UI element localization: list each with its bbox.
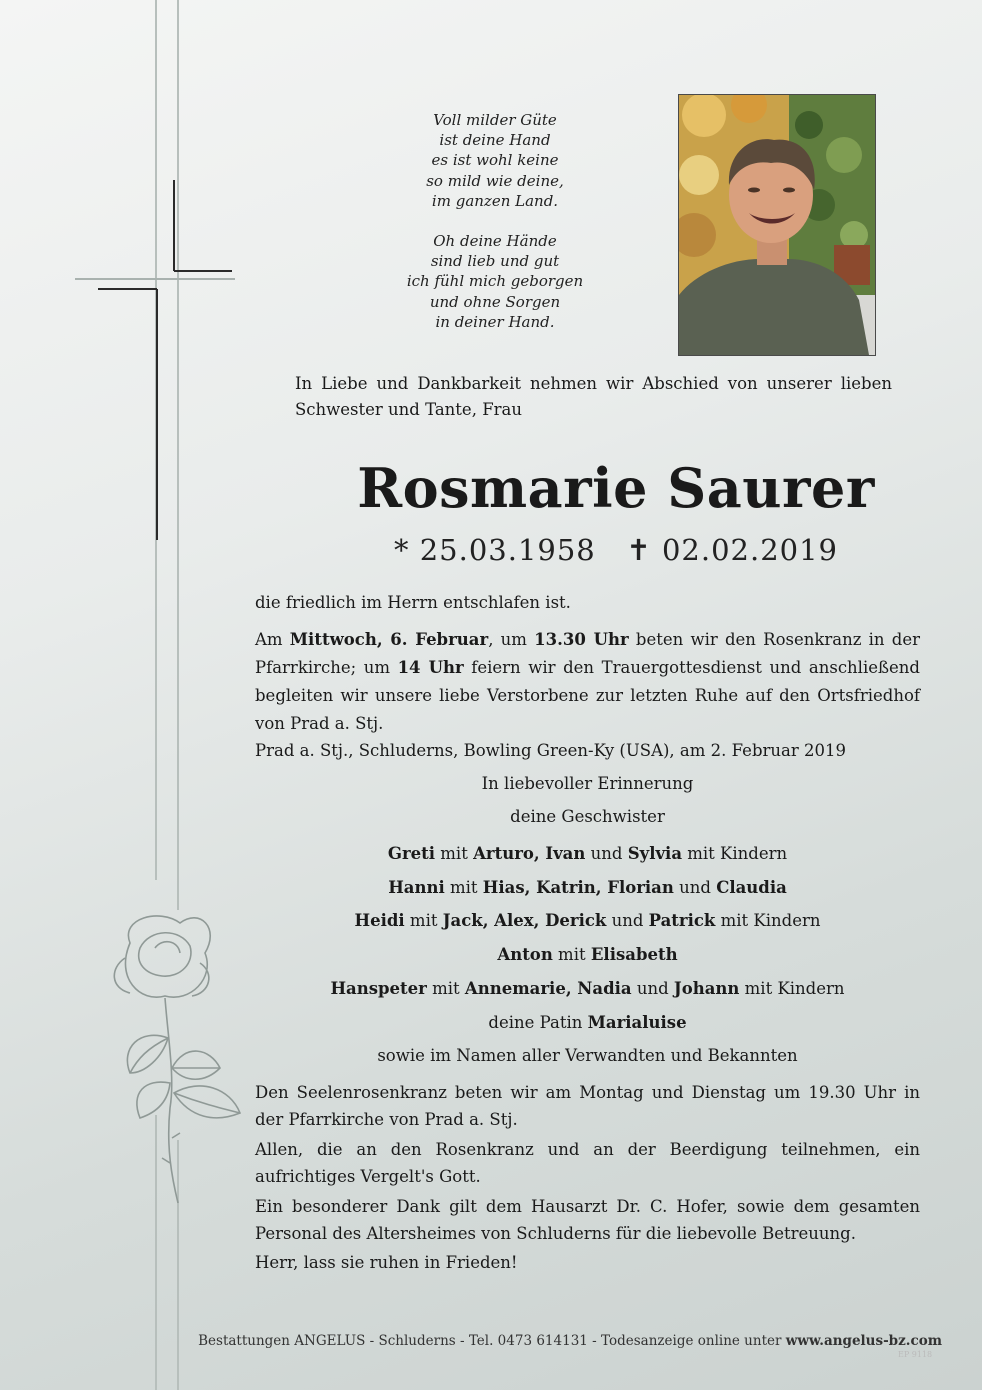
funeral-text: , um <box>488 630 535 649</box>
birth-date: * 25.03.1958 <box>394 533 596 567</box>
family-line: sowie im Namen aller Verwandten und Bekannten <box>377 1046 798 1066</box>
poem-line: es ist wohl keine <box>431 151 559 170</box>
family-line: deine Patin Marialuise <box>488 1012 687 1032</box>
deceased-name: Rosmarie Saurer <box>357 456 875 520</box>
footer <box>100 1333 942 1349</box>
passing-sentence: die friedlich im Herrn entschlafen ist. <box>255 593 571 612</box>
funeral-text: beten wir den Rosenkranz in der Pfarrkirche; um <box>255 630 920 677</box>
poem-line: im ganzen Land. <box>431 191 559 210</box>
portrait-photo <box>678 94 876 356</box>
footer-text: Bestattungen ANGELUS - Schluderns - Tel. 0473 614131 - Todesanzeige online unter <box>198 1333 786 1349</box>
closing-prayer: Herr, lass sie ruhen in Frieden! <box>255 1253 518 1272</box>
poem-line: Oh deine Hände <box>433 232 557 251</box>
funeral-day: Mittwoch, 6. Februar <box>289 630 489 649</box>
thanks-general: Allen, die an den Rosenkranz und an der Beerdigung teilnehmen, ein aufrichtiges Vergelt's Gott. <box>255 1140 920 1186</box>
poem-line: und ohne Sorgen <box>429 292 561 311</box>
poem-line: sind lieb und gut <box>430 252 560 271</box>
cross-icon <box>70 175 240 550</box>
thanks-special: Ein besonderer Dank gilt dem Hausarzt Dr. C. Hofer, sowie dem gesamten Personal des Altersheimes von Schluderns für die liebevolle Betreuung. <box>255 1197 920 1243</box>
poem-stanza-2 <box>390 231 600 332</box>
poem <box>390 110 600 352</box>
document-code: EP 9118 <box>898 1350 933 1359</box>
service-time: 14 Uhr <box>397 658 464 677</box>
siblings-line: deine Geschwister <box>510 807 665 826</box>
poem-stanza-1 <box>390 110 600 211</box>
poem-line: ich fühl mich geborgen <box>406 272 584 291</box>
latin-cross-icon: ✝ <box>626 533 652 567</box>
poem-line: ist deine Hand <box>439 131 551 150</box>
family-line: Anton mit Elisabeth <box>497 945 678 965</box>
rosary-time: 13.30 Uhr <box>534 630 629 649</box>
family-list <box>255 837 920 1073</box>
death-date: 02.02.2019 <box>661 533 838 567</box>
funeral-details <box>255 626 920 738</box>
footer-link[interactable]: www.angelus-bz.com <box>785 1333 942 1349</box>
intro-text: In Liebe und Dankbarkeit nehmen wir Abschied von unserer lieben Schwester und Tante, Frau <box>295 374 892 419</box>
rose-icon <box>100 908 250 1208</box>
poem-line: Voll milder Güte <box>433 111 557 129</box>
family-line: Greti mit Arturo, Ivan und Sylvia mit Kindern <box>387 844 788 863</box>
family-line: Hanspeter mit Annemarie, Nadia und Johann mit Kindern <box>330 978 845 998</box>
poem-line: in deiner Hand. <box>435 312 555 331</box>
funeral-text: Am <box>255 630 290 649</box>
poem-line: so mild wie deine, <box>426 171 564 190</box>
place-date: Prad a. Stj., Schluderns, Bowling Green-Ky (USA), am 2. Februar 2019 <box>255 741 846 760</box>
rosary-info: Den Seelenrosenkranz beten wir am Montag und Dienstag um 19.30 Uhr in der Pfarrkirche von Prad a. Stj. <box>255 1083 920 1129</box>
family-line: Heidi mit Jack, Alex, Derick und Patrick mit Kindern <box>354 911 821 931</box>
life-dates <box>300 533 932 567</box>
memory-line: In liebevoller Erinnerung <box>481 774 694 793</box>
family-line: Hanni mit Hias, Katrin, Florian und Claudia <box>388 877 787 897</box>
funeral-text: feiern wir den Trauergottesdienst und anschließend begleiten wir unsere liebe Verstorbene zur letzten Ruhe auf den Ortsfriedhof von Prad a. Stj. <box>255 658 920 733</box>
